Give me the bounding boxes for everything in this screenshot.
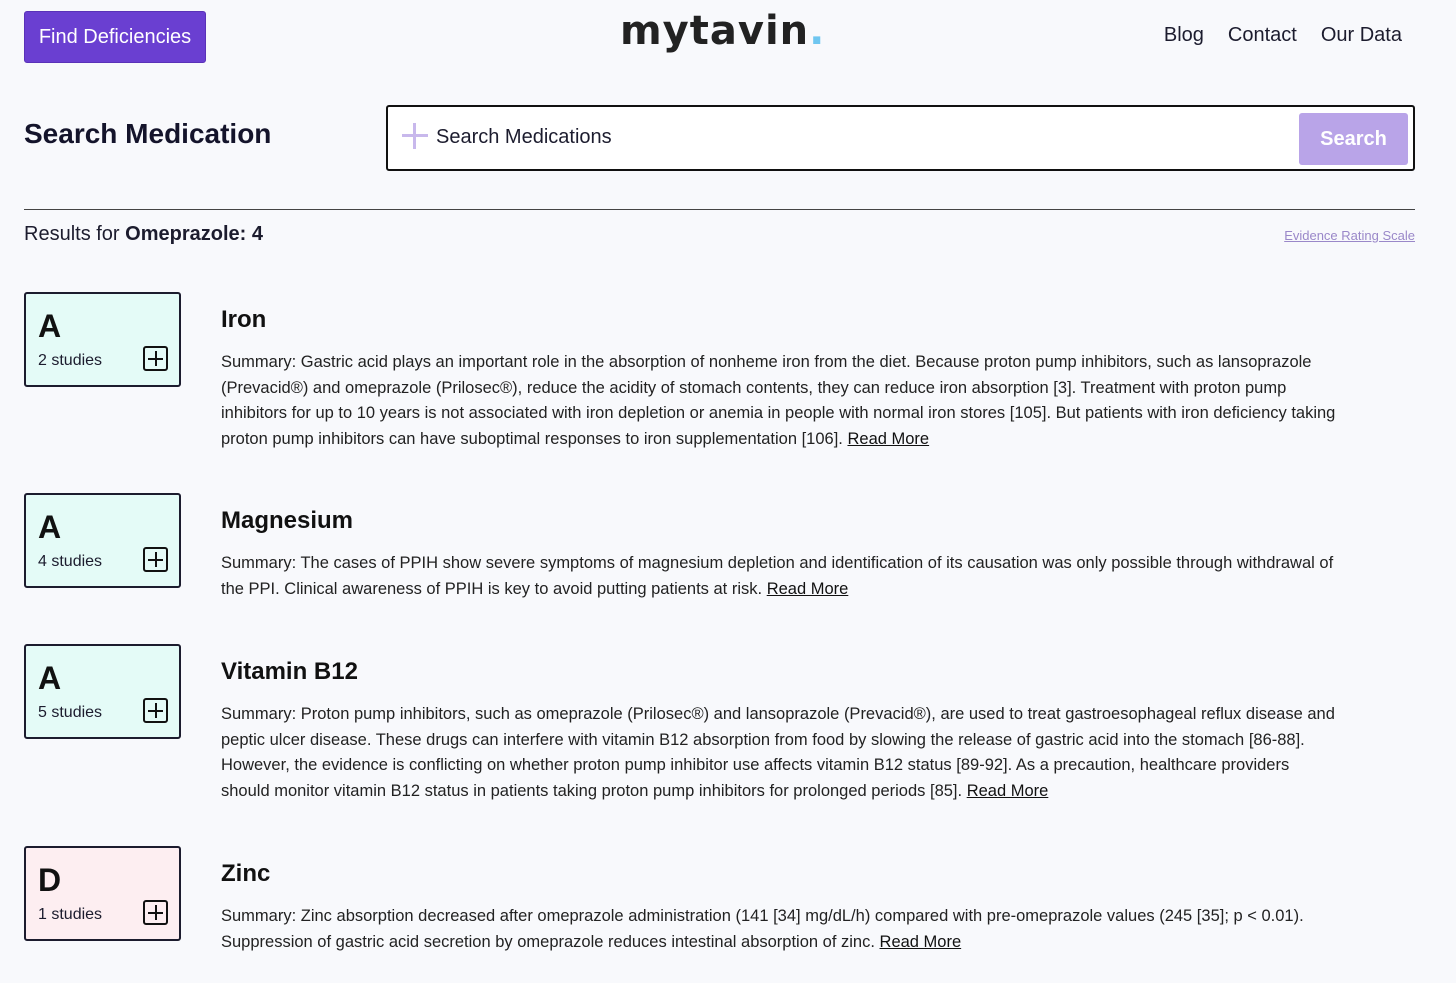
nutrient-name: Zinc	[221, 860, 271, 887]
results-summary	[24, 223, 263, 246]
search-button[interactable]: Search	[1299, 113, 1408, 165]
results-query: Omeprazole:	[125, 223, 247, 245]
read-more-link[interactable]: Read More	[847, 429, 930, 448]
rating-card[interactable]	[24, 846, 181, 941]
summary	[221, 551, 1341, 602]
divider	[24, 209, 1415, 210]
summary	[221, 350, 1341, 452]
results-prefix: Results for	[24, 223, 120, 245]
evidence-rating-scale-link[interactable]: Evidence Rating Scale	[1284, 228, 1415, 243]
read-more-link[interactable]: Read More	[766, 579, 849, 598]
rating-card[interactable]	[24, 644, 181, 739]
rating-card[interactable]	[24, 292, 181, 387]
evidence-grade: A	[38, 660, 62, 696]
summary-text: Summary: The cases of PPIH show severe symptoms of magnesium depletion and identification of its causation was only possible through withdrawal of the PPI. Clinical awareness of PPIH is key to avoid putting patients at risk.	[221, 554, 1334, 598]
logo-dot: .	[809, 8, 826, 54]
expand-icon[interactable]	[143, 346, 168, 371]
read-more-link[interactable]: Read More	[966, 781, 1049, 800]
nutrient-name: Vitamin B12	[221, 658, 358, 685]
search-bar	[386, 105, 1415, 171]
nav-contact[interactable]: Contact	[1227, 24, 1297, 46]
study-count: 4 studies	[38, 553, 103, 570]
expand-icon[interactable]	[143, 698, 168, 723]
study-count: 1 studies	[38, 906, 103, 923]
rating-card[interactable]	[24, 493, 181, 588]
page-title: Search Medication	[24, 118, 272, 149]
nutrient-name: Magnesium	[221, 507, 354, 534]
plus-icon	[402, 123, 428, 149]
logo-text: mytavin	[620, 8, 810, 54]
summary-text: Summary: Gastric acid plays an important role in the absorption of nonheme iron from the diet. Because proton pump inhibitors, such as lansoprazole (Prevacid®) and omeprazole (Prilosec®), reduce the acidity of stomach contents, they can reduce iron absorption [3]. Treatment with proton pump inhibitors for up to 10 years is not associated with iron depletion or anemia in people with normal iron stores [105]. But patients with iron deficiency taking proton pump inhibitors can have suboptimal responses to iron supplementation [106].	[221, 353, 1336, 448]
nav-our-data[interactable]: Our Data	[1320, 24, 1402, 46]
search-input[interactable]	[436, 117, 1286, 157]
evidence-grade: D	[38, 862, 62, 898]
results-count: 4	[251, 223, 263, 245]
evidence-grade: A	[38, 509, 62, 545]
read-more-link[interactable]: Read More	[879, 932, 962, 951]
logo[interactable]	[620, 8, 825, 64]
top-nav	[1164, 24, 1402, 47]
summary-text: Summary: Proton pump inhibitors, such as omeprazole (Prilosec®) and lansoprazole (Prevacid®), are used to treat gastroesophageal reflux disease and peptic ulcer disease. These drugs can interfere with vitamin B12 absorption from food by slowing the release of gastric acid into the stomach [86-88]. However, the evidence is conflicting on whether proton pump inhibitor use affects vitamin B12 status [89-92]. As a precaution, healthcare providers should monitor vitamin B12 status in patients taking proton pump inhibitors for prolonged periods [85].	[221, 705, 1335, 800]
study-count: 2 studies	[38, 352, 103, 369]
expand-icon[interactable]	[143, 900, 168, 925]
find-deficiencies-button[interactable]: Find Deficiencies	[24, 11, 206, 63]
summary-text: Summary: Zinc absorption decreased after omeprazole administration (141 [34] mg/dL/h) compared with pre-omeprazole values (245 [35]; p < 0.01). Suppression of gastric acid secretion by omeprazole reduces intestinal absorption of zinc.	[221, 907, 1304, 951]
nutrient-name: Iron	[221, 306, 267, 333]
header	[0, 0, 1456, 80]
expand-icon[interactable]	[143, 547, 168, 572]
nav-blog[interactable]: Blog	[1163, 24, 1204, 46]
summary	[221, 702, 1341, 804]
summary	[221, 904, 1341, 955]
evidence-grade: A	[38, 308, 62, 344]
study-count: 5 studies	[38, 704, 103, 721]
